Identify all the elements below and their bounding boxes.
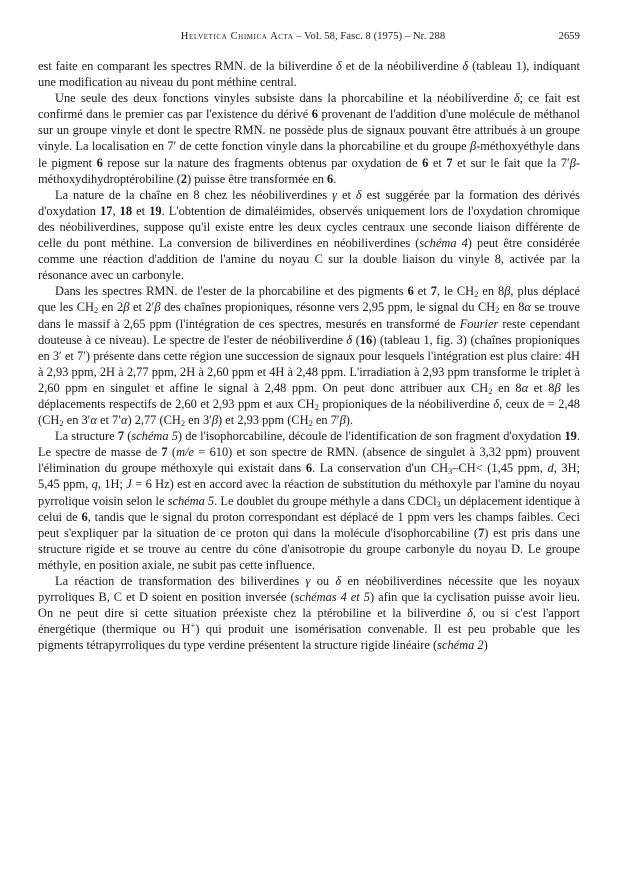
journal-name: Helvetica Chimica Acta — [180, 31, 294, 42]
paragraph-structure-7: La structure 7 (schéma 5) de l'isophorcabiline, découle de l'identification de son fragment d'oxydation 19. Le spectre de masse de 7 (m/e = 610) et son spectre de RMN. (absence de singulet à 3,32 ppm) prouvent l'élimination du groupe méthoxyle qui existait dans 6. La conservation d'un $CH_3-CH< (1,45$ ppm, d, 3H; 5,45 ppm, q, 1H; J = 6 Hz) est en accord avec la réaction de substitution du méthoxyle par l'amine du noyau pyrrolique voisin selon le schéma 5. Le doublet du groupe méthyle a dans CDCl$_3$ un déplacement identique à celui de 6, tandis que le signal du proton correspondant est déplacé de 1 ppm vers les champs faibles. Ceci peut s'expliquer par la situation de ce proton qui dans la molécule d'isophorcabiline (7) est pris dans une structure rigide et se trouve au centre du cône d'anisotropie du groupe carbonyle du noyau D. Le groupe méthyle, en position axiale, ne subit pas cette influence. — [38, 429, 580, 572]
running-header — [46, 31, 580, 47]
article-body — [38, 58, 580, 653]
paragraph-chain-nature: La nature de la chaîne en 8 chez les néobiliverdines γ et δ est suggérée par la formation des dérivés d'oxydation 17, 18 et 19. L'obtention de dimaléimides, observés uniquement lors de l'oxydation chromique des néobiliverdines, suppose qu'il existe entre les deux cycles centraux une seconde liaison différente de celle du pont méthine. La conversion de biliverdines en néobiliverdines (schéma 4) peut être considérée comme une réaction d'addition de l'amine du noyau C sur la double liaison du vinyle 8, activée par la résonance avec un carbonyle. — [38, 187, 581, 283]
journal-line — [46, 31, 580, 42]
volume-info: – Vol. 58, Fasc. 8 (1975) – Nr. 288 — [296, 31, 446, 42]
paragraph-transformation: La réaction de transformation des biliverdines γ ou δ en néobiliverdines nécessite que les noyaux pyrroliques B, C et D soient en position inversée (schémas 4 et 5) afin que la cyclisation puisse avoir lieu. On ne peut dire si cette situation préexiste chez la ptérobiline et la biliverdine δ, ou si c'est l'apport énergétique (thermique ou H+) qui produit une isomérisation convenable. Il est peu probable que les pigments tétrapyrroliques du type verdine présentent la structure rigide linéaire (schéma 2) — [38, 574, 580, 653]
paragraph-rmn-spectra: Dans les spectres RMN. de l'ester de la phorcabiline et des pigments 6 et 7, le $CH_2$ en 8β, plus déplacé que les $CH_2$ en 2β et 2′β des chaînes propioniques, résonne vers 2,95 ppm, le signal du $CH_2$ en 8α se trouve dans le massif à 2,65 ppm (l'intégration de ces spectres, mesurés en transformé de Fourier reste cependant douteuse à ce niveau). Le spectre de l'ester de néobiliverdine δ (16) (tableau 1, fig. 3) (chaînes propioniques en 3′ et 7′) présente dans cette région une succession de signaux pour lesquels l'intégration est plus claire: 4H à 2,93 ppm, 2H à 2,77 ppm, 2H à 2,60 ppm et 4H à 2,48 ppm. L'irradiation à 2,93 ppm transforme le triplet à 2,60 ppm en singulet et affine le signal à 2,48 ppm. On peut donc attribuer aux $CH_2$ en 8α et 8β les déplacements respectifs de 2,60 et 2,93 ppm et aux $CH_2$ propioniques de la néobiliverdine δ, ceux de = 2,48 ($CH_2$ en 3′α et 7′α) 2,77 ($CH_2$ en 3′β) et 2,93 ppm ($CH_2$ en 7′β). — [38, 284, 581, 429]
paragraph-continued: est faite en comparant les spectres RMN. de la biliverdine δ et de la néobiliverdine δ (tableau 1), indiquant une modification au niveau du pont méthine central. — [38, 59, 580, 90]
paragraph-vinyl-functions: Une seule des deux fonctions vinyles subsiste dans la phorcabiline et la néobiliverdine δ; ce fait est confirmé dans le premier cas par l'existence du dérivé 6 provenant de l'addition d'une molécule de méthanol sur un groupe vinyle et dont le spectre RMN. ne possède plus de signaux pouvant être attribués à un groupe vinyle. La localisation en 7′ de cette fonction vinyle dans la phorcabiline et du groupe β-méthoxyéthyle dans le pigment 6 repose sur la nature des fragments obtenus par oxydation de 6 et 7 et sur le fait que la 7′β-méthoxydihydroptérobiline (2) puisse être transformée en 6. — [38, 91, 581, 186]
page-number: 2659 — [558, 31, 580, 42]
